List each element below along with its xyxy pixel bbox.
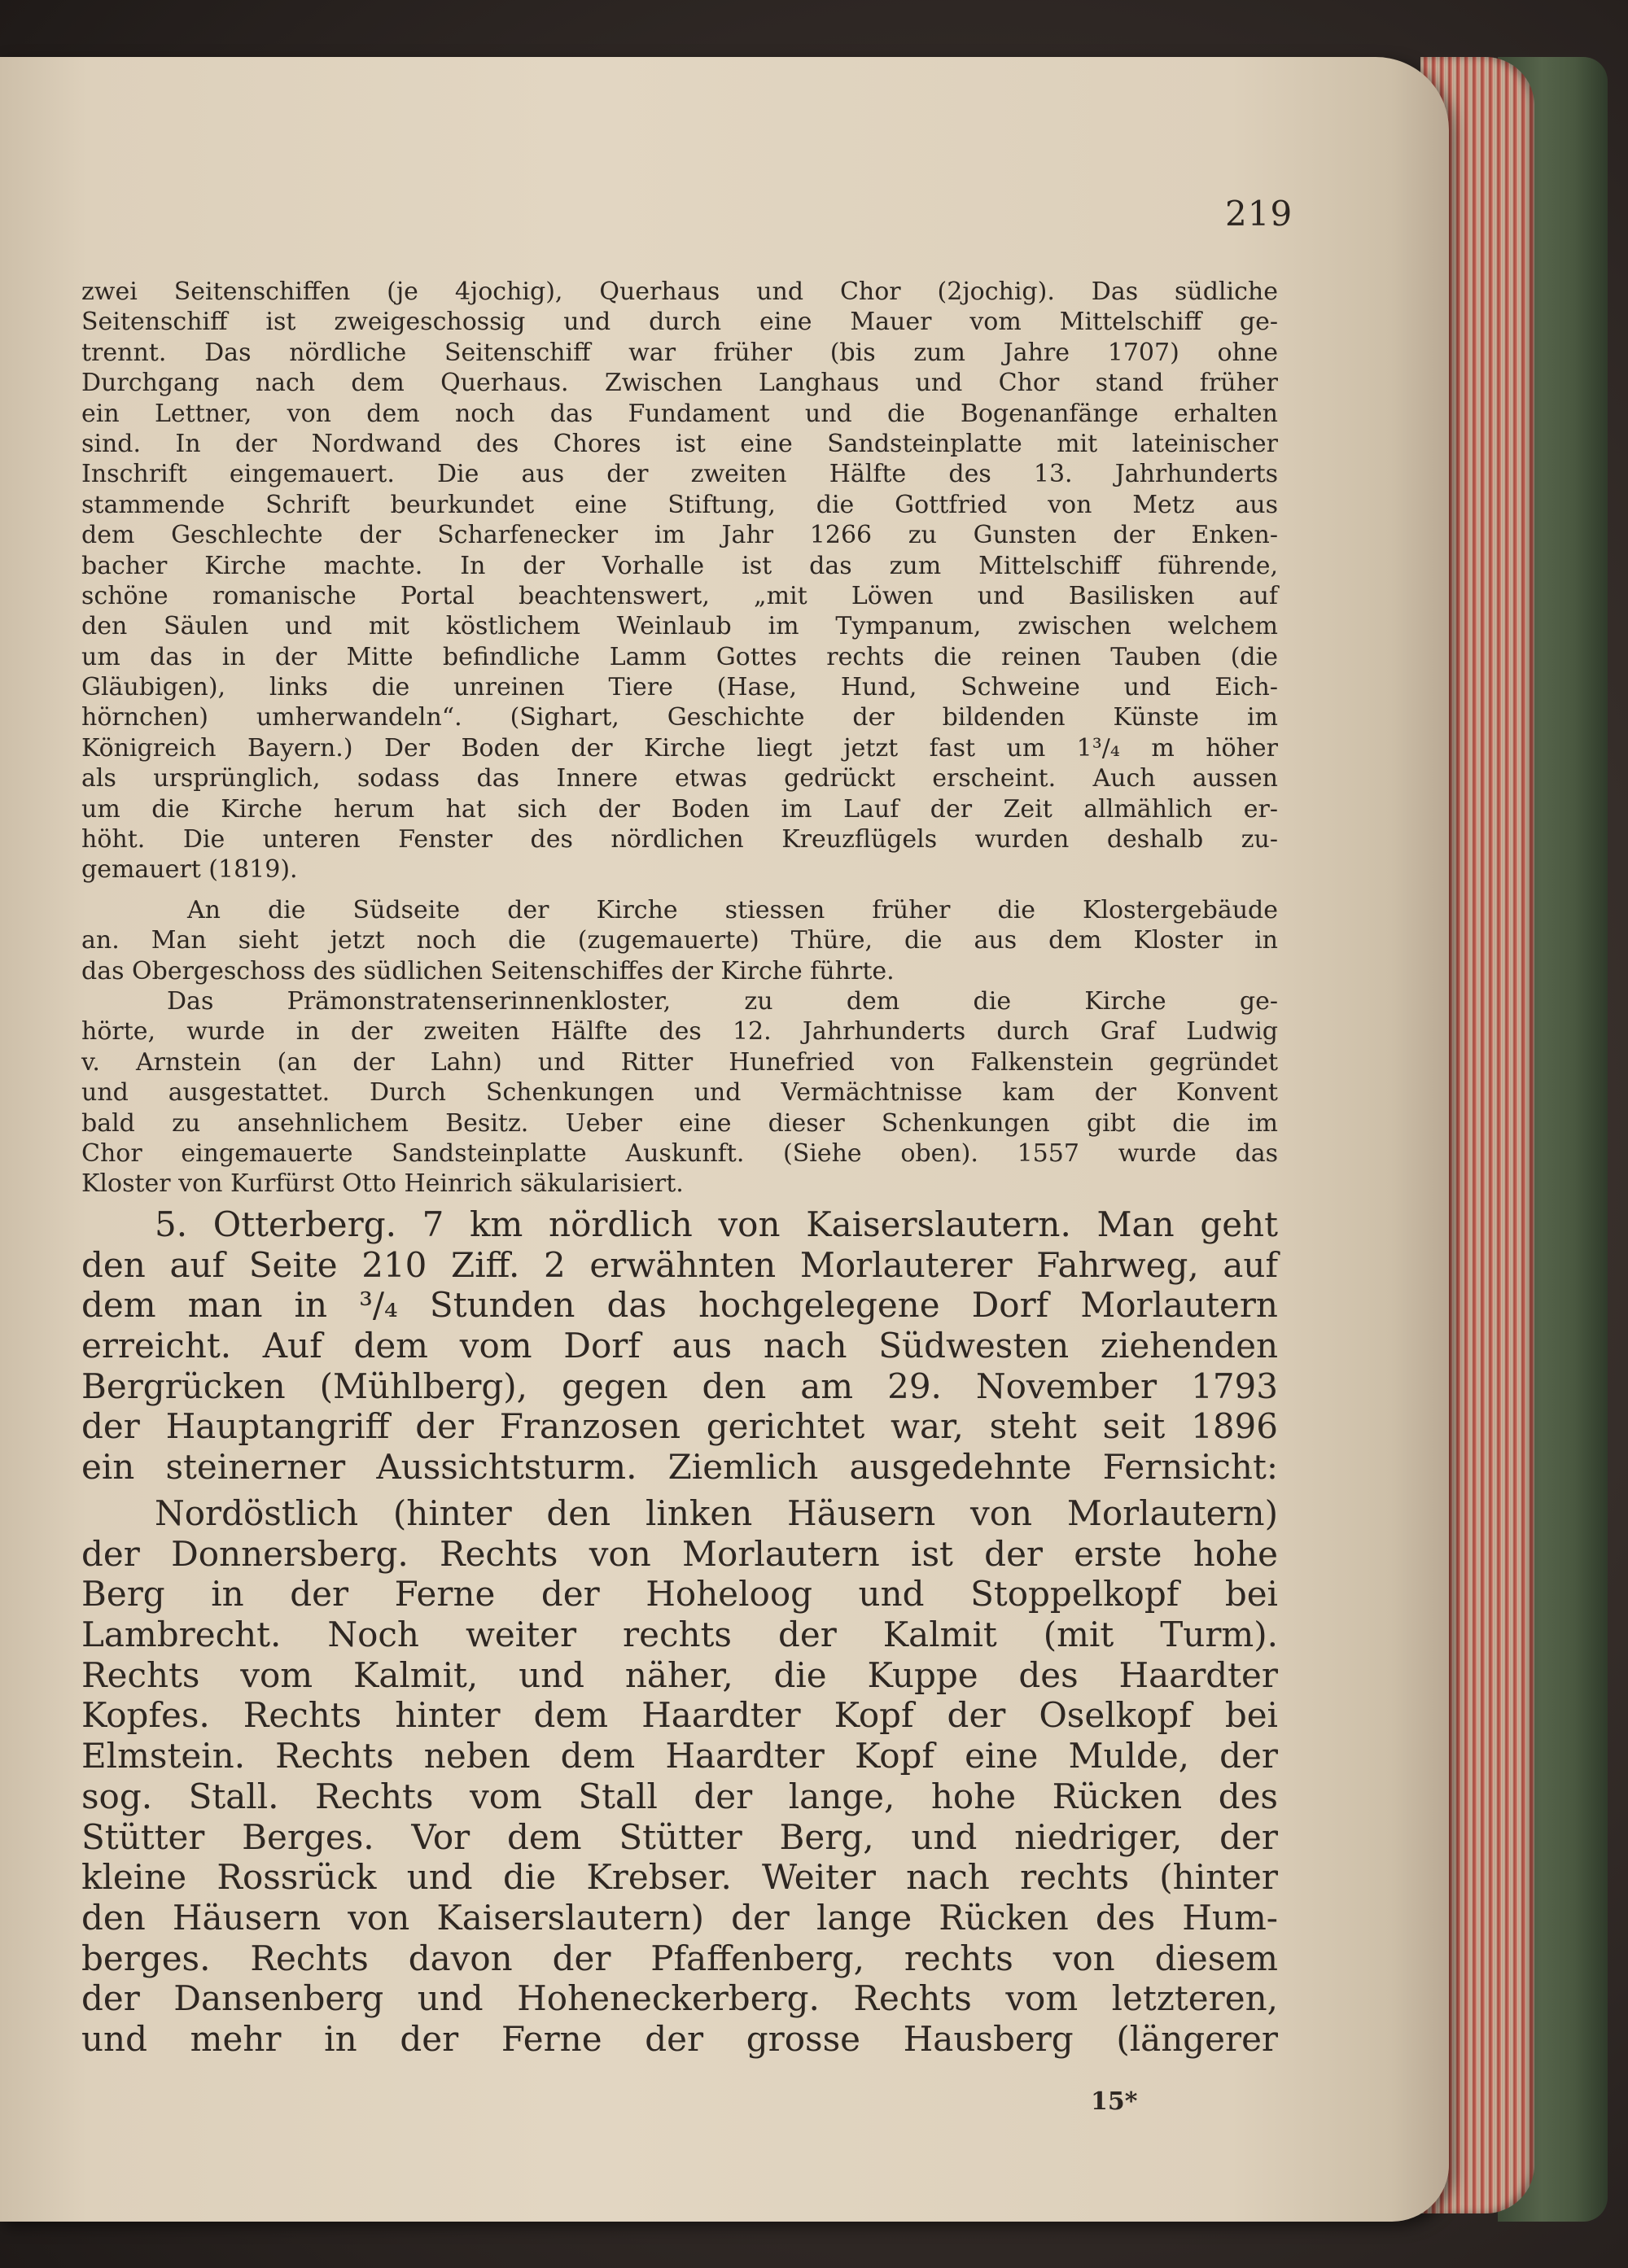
text-line: trennt. Das nördliche Seitenschiff war früher (bis zum Jahre 1707) ohne xyxy=(81,338,1278,367)
signature-mark: 15* xyxy=(1091,2087,1138,2116)
text-line: Rechts vom Kalmit, und näher, die Kuppe des Haardter xyxy=(81,1654,1278,1695)
text-line: an. Man sieht jetzt noch die (zugemauerte) Thüre, die aus dem Kloster in xyxy=(81,926,1278,955)
text-line: Seitenschiff ist zweigeschossig und durch eine Mauer vom Mittelschiff ge- xyxy=(81,308,1278,337)
text-line: höht. Die unteren Fenster des nördlichen Kreuzflügels wurden deshalb zu- xyxy=(81,825,1278,854)
text-line: Berg in der Ferne der Hoheloog und Stoppelkopf bei xyxy=(81,1574,1278,1615)
text-line: Stütter Berges. Vor dem Stütter Berg, und niedriger, der xyxy=(81,1816,1278,1857)
text-line: das Obergeschoss des südlichen Seitenschiffes der Kirche führte. xyxy=(81,956,895,985)
text-line: hörnchen) umherwandeln“. (Sighart, Geschichte der bildenden Künste im xyxy=(81,703,1278,732)
text-line: Durchgang nach dem Querhaus. Zwischen Langhaus und Chor stand früher xyxy=(81,369,1278,398)
text-line: schöne romanische Portal beachtenswert, „mit Löwen und Basilisken auf xyxy=(81,581,1278,610)
text-line: Bergrücken (Mühlberg), gegen den am 29. November 1793 xyxy=(81,1366,1278,1406)
text-line: stammende Schrift beurkundet eine Stiftung, die Gottfried von Metz aus xyxy=(81,490,1278,519)
text-line: sind. In der Nordwand des Chores ist eine Sandsteinplatte mit lateinischer xyxy=(81,429,1278,458)
page-number: 219 xyxy=(1225,194,1293,234)
text-line: den Häusern von Kaiserslautern) der lange Rücken des Hum- xyxy=(81,1897,1278,1938)
text-line: erreicht. Auf dem vom Dorf aus nach Südwesten ziehenden xyxy=(81,1326,1278,1366)
text-line: Kloster von Kurfürst Otto Heinrich säkularisiert. xyxy=(81,1169,684,1199)
text-line: v. Arnstein (an der Lahn) und Ritter Hunefried von Falkenstein gegründet xyxy=(81,1047,1278,1077)
text-line: bald zu ansehnlichem Besitz. Ueber eine dieser Schenkungen gibt die im xyxy=(81,1108,1278,1138)
paragraph-monastery-buildings xyxy=(81,895,1278,986)
text-line: der Dansenberg und Hoheneckerberg. Rechts vom letzteren, xyxy=(81,1978,1278,2019)
text-line: dem man in ³/₄ Stunden das hochgelegene Dorf Morlautern xyxy=(81,1285,1278,1326)
text-line: Nordöstlich (hinter den linken Häusern von Morlautern) xyxy=(155,1493,1278,1533)
text-line: den Säulen und mit köstlichem Weinlaub im Tympanum, zwischen welchem xyxy=(81,612,1278,641)
text-line: Chor eingemauerte Sandsteinplatte Auskunft. (Siehe oben). 1557 wurde das xyxy=(81,1138,1278,1168)
text-line: als ursprünglich, sodass das Innere etwas gedrückt erscheint. Auch aussen xyxy=(81,764,1278,793)
text-line: und mehr in der Ferne der grosse Hausberg (längerer xyxy=(81,2018,1278,2059)
text-line: um die Kirche herum hat sich der Boden im Lauf der Zeit allmählich er- xyxy=(81,794,1278,824)
text-line: bacher Kirche machte. In der Vorhalle ist das zum Mittelschiff führende, xyxy=(81,551,1278,580)
text-line: Das Prämonstratenserinnenkloster, zu dem die Kirche ge- xyxy=(167,987,1278,1016)
text-line: ein steinerner Aussichtsturm. Ziemlich ausgedehnte Fernsicht: xyxy=(81,1447,1278,1488)
text-line: Königreich Bayern.) Der Boden der Kirche liegt jetzt fast um 1³/₄ m höher xyxy=(81,733,1278,763)
text-line: 5. Otterberg. 7 km nördlich von Kaiserslautern. Man geht xyxy=(155,1204,1278,1244)
text-line: Inschrift eingemauert. Die aus der zweiten Hälfte des 13. Jahrhunderts xyxy=(81,460,1278,489)
text-line: ein Lettner, von dem noch das Fundament und die Bogenanfänge erhalten xyxy=(81,399,1278,428)
text-line: An die Südseite der Kirche stiessen früher die Klostergebäude xyxy=(187,896,1278,924)
text-line: sog. Stall. Rechts vom Stall der lange, hohe Rücken des xyxy=(81,1776,1278,1816)
text-line: um das in der Mitte befindliche Lamm Gottes rechts die reinen Tauben (die xyxy=(81,642,1278,671)
text-line: der Hauptangriff der Franzosen gerichtet war, steht seit 1896 xyxy=(81,1406,1278,1447)
text-line: dem Geschlechte der Scharfenecker im Jahr 1266 zu Gunsten der Enken- xyxy=(81,521,1278,550)
text-line: Gläubigen), links die unreinen Tiere (Hase, Hund, Schweine und Eich- xyxy=(81,673,1278,702)
text-line: kleine Rossrück und die Krebser. Weiter nach rechts (hinter xyxy=(81,1857,1278,1898)
text-line: gemauert (1819). xyxy=(81,855,298,885)
text-line: Lambrecht. Noch weiter rechts der Kalmit (mit Turm). xyxy=(81,1615,1278,1655)
text-line: hörte, wurde in der zweiten Hälfte des 12. Jahrhunderts durch Graf Ludwig xyxy=(81,1017,1278,1047)
text-line: und ausgestattet. Durch Schenkungen und Vermächtnisse kam der Konvent xyxy=(81,1078,1278,1108)
text-line: berges. Rechts davon der Pfaffenberg, rechts von diesem xyxy=(81,1938,1278,1978)
paragraph-view-description xyxy=(81,1493,1278,2060)
paragraph-monastery-history xyxy=(81,986,1278,1200)
text-line: Kopfes. Rechts hinter dem Haardter Kopf der Oselkopf bei xyxy=(81,1695,1278,1736)
text-line: Elmstein. Rechts neben dem Haardter Kopf eine Mulde, der xyxy=(81,1736,1278,1776)
text-line: zwei Seitenschiffen (je 4jochig), Querhaus und Chor (2jochig). Das südliche xyxy=(81,277,1278,306)
paragraph-otterberg xyxy=(81,1204,1278,1488)
paragraph-church-description xyxy=(81,277,1278,885)
text-line: der Donnersberg. Rechts von Morlautern ist der erste hohe xyxy=(81,1533,1278,1574)
text-line: den auf Seite 210 Ziff. 2 erwähnten Morlauterer Fahrweg, auf xyxy=(81,1244,1278,1285)
